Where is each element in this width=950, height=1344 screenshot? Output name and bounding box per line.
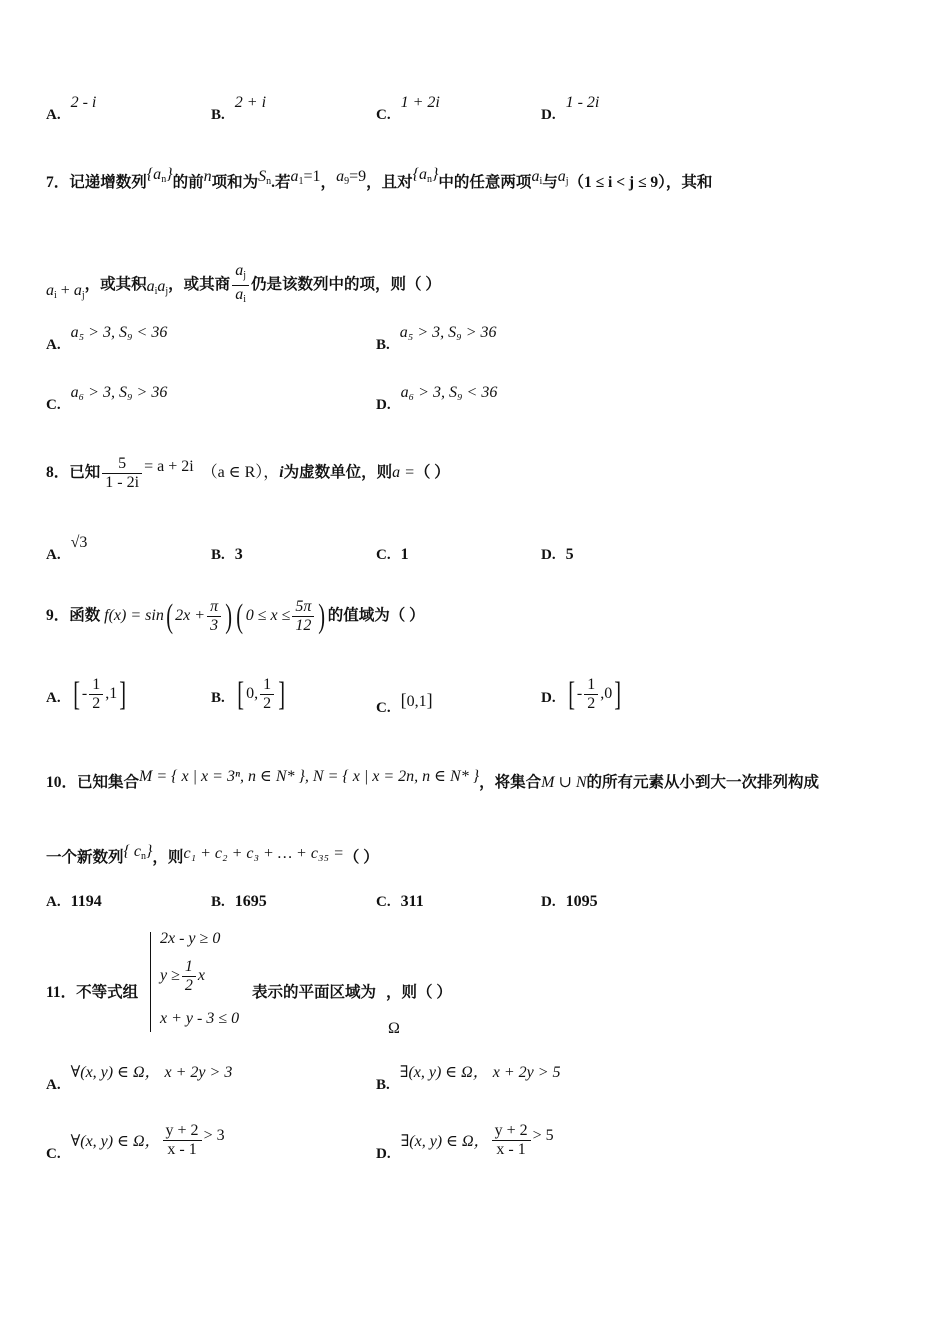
q10-options [0, 893, 950, 933]
option-rest: > 5 [532, 1127, 554, 1145]
seq-open: {a [146, 166, 162, 183]
q11-options-row2 [0, 1122, 950, 1170]
option-label: B. [211, 894, 225, 910]
stem-text: 已知 [69, 464, 101, 482]
fraction-denominator: x - 1 [496, 1141, 526, 1158]
q7-stem-line2 [46, 262, 441, 309]
option-value: 1 - 2i [565, 94, 600, 111]
seq-close: } [166, 166, 173, 183]
one-half [182, 958, 196, 995]
stem-text: 的值域为（ ） [327, 607, 425, 625]
stem-text: 仍是该数列中的项，则（ ） [250, 276, 441, 294]
fraction-numerator: y + 2 [492, 1122, 531, 1141]
option-label: B. [211, 107, 225, 123]
c-sub: n [141, 851, 147, 862]
option-label: C. [376, 107, 391, 123]
fraction-denominator: 2 [92, 695, 101, 712]
q6-option-d[interactable] [541, 94, 600, 123]
q10-stem-line2 [46, 845, 379, 868]
interval-rest: ,1 [105, 685, 118, 703]
q11-option-d[interactable] [376, 1122, 554, 1167]
option-value: 1 + 2i [400, 94, 440, 111]
q10-option-d[interactable] [541, 893, 598, 911]
interval-rest: ,0 [600, 685, 613, 703]
option-label: A. [46, 547, 61, 563]
option-label: D. [541, 107, 556, 123]
one-half [260, 676, 274, 713]
q10-option-a[interactable] [46, 893, 102, 911]
aj-symbol [558, 168, 569, 185]
option-fraction [163, 1122, 202, 1159]
ai-sub: i [539, 176, 543, 187]
a9-letter: a [336, 168, 345, 185]
q6-option-a[interactable] [46, 94, 97, 123]
q9-option-c[interactable]: C. [0,1] [376, 690, 433, 716]
stem-text: .若 [271, 174, 291, 191]
option-label: A. [46, 690, 61, 707]
option-value: x + 2y > 5 [492, 1064, 561, 1081]
stem-text: ，或其积 [84, 276, 147, 294]
fraction-numerator: 1 [182, 958, 196, 977]
stem-text: ，则 [152, 849, 184, 866]
a9-sub: 9 [344, 176, 350, 187]
sum-expr: $a_i + a_j$ [46, 282, 85, 302]
fraction-numerator: 1 [260, 676, 274, 695]
stem-text: 一个新数列 [46, 849, 124, 866]
option-label: C. [46, 1146, 61, 1163]
stem-text: 为虚数单位，则 [283, 464, 393, 482]
option-label: C. [376, 700, 391, 716]
question-number: 7． [46, 174, 70, 191]
stem-text: （ ） [343, 849, 379, 866]
sum-a: a [46, 282, 54, 300]
fraction-denominator: 2 [184, 977, 193, 994]
option-label: D. [376, 1146, 391, 1163]
question-number: 10． [46, 774, 78, 791]
a9-value: =9 [349, 168, 367, 185]
ineq2-left: y ≥ [160, 967, 180, 985]
fraction-numerator: 1 [584, 676, 598, 695]
fraction-denominator: 3 [210, 617, 219, 634]
q8-option-b[interactable] [211, 540, 243, 563]
product-expr: $a_ia_j$ [146, 278, 169, 298]
q8-fraction [102, 455, 142, 492]
a1-value: =1 [303, 168, 321, 185]
option-value: a₅ > 3, S₉ > 36 [399, 324, 497, 341]
negative-sign: - [576, 685, 583, 703]
quantifier: ∃(x, y) ∈ Ω， [400, 1133, 490, 1151]
question-number: 11． [46, 984, 77, 1001]
option-label: B. [211, 690, 225, 707]
option-label: D. [541, 547, 556, 563]
a9-eq [336, 168, 366, 185]
q11-option-c[interactable] [46, 1122, 225, 1167]
system-brace [150, 932, 157, 1032]
stem-text: ，且对 [366, 174, 413, 191]
negative-sign: - [81, 685, 88, 703]
stem-text: ，或其商 [168, 276, 231, 294]
q7-option-c[interactable] [46, 384, 168, 413]
option-label: A. [46, 337, 61, 353]
a1-eq [291, 168, 321, 185]
one-half [584, 676, 598, 713]
q9-option-d[interactable]: D. [ - $\frac{1}{2}$ ,0] [541, 675, 622, 713]
q10-option-c[interactable] [376, 893, 424, 911]
set-n: , N = { x | x = 2n, n ∈ N* } [304, 768, 480, 785]
seq-sub: n [161, 174, 167, 185]
q11-stem-tail [252, 980, 452, 1002]
seq-symbol-2: $\{a_n\}$ [412, 166, 439, 185]
stem-text: ， [320, 174, 337, 191]
option-label: B. [376, 337, 390, 353]
union-expr: M ∪ N [541, 774, 587, 791]
ineq2-right: x [197, 967, 205, 985]
option-label: A. [46, 107, 61, 123]
option-value: x + 2y > 3 [164, 1064, 233, 1081]
s-letter: S [258, 168, 267, 185]
q8-option-a[interactable] [46, 534, 88, 563]
q8-options [0, 534, 950, 580]
q7-options-row1 [0, 324, 950, 370]
stem-text: ，则（ ） [386, 984, 452, 1001]
option-value: 1 [400, 546, 409, 563]
q11-option-b[interactable] [376, 1064, 561, 1093]
stem-text: 的前 [172, 174, 204, 191]
a1-sub: 1 [298, 176, 304, 187]
q11-option-a[interactable] [46, 1064, 233, 1093]
stem-text: 中的任意两项 [438, 174, 532, 191]
stem-text: 函数 [69, 607, 101, 625]
option-rest: > 3 [203, 1127, 225, 1145]
a1-letter: a [290, 168, 299, 185]
q6-options [0, 94, 950, 140]
quantifier: ∀(x, y) ∈ Ω， [70, 1064, 161, 1081]
option-value: a₆ > 3, S₉ < 36 [400, 384, 498, 401]
option-label: C. [376, 547, 391, 563]
set-m: M = { x | x = 3ⁿ, n ∈ N* } [139, 768, 305, 785]
stem-text: ，将集合 [479, 774, 542, 791]
option-value: a₆ > 3, S₉ > 36 [70, 384, 168, 401]
stem-text: （1 ≤ i < j ≤ 9），其和 [568, 174, 713, 191]
q11-stem [46, 980, 138, 1002]
n-symbol: n [203, 168, 212, 185]
seq-c [124, 843, 153, 860]
fraction-numerator: 5 [102, 455, 142, 474]
fraction-denominator: 2 [587, 695, 596, 712]
sn-symbol [258, 168, 271, 185]
fraction-numerator: y + 2 [163, 1122, 202, 1141]
c-close: } [146, 843, 153, 860]
option-value: 1095 [565, 893, 598, 910]
option-fraction [492, 1122, 531, 1159]
q7-options-row2 [0, 384, 950, 430]
c-open: { c [123, 843, 142, 860]
option-value: 3 [234, 546, 243, 563]
option-value: √3 [70, 534, 88, 551]
aj-letter: a [557, 168, 566, 185]
inequality-3: x + y - 3 ≤ 0 [160, 1010, 240, 1027]
quantifier: ∀(x, y) ∈ Ω， [70, 1133, 161, 1151]
q9-option-a[interactable]: A. [ - $\frac{1}{2}$ ,1] [46, 675, 127, 713]
stem-text: （ ） [414, 464, 450, 482]
omega-symbol: Ω [388, 1020, 400, 1037]
domain-left: 0 ≤ x ≤ [245, 607, 291, 625]
option-label: D. [541, 894, 556, 910]
q7-option-b[interactable] [376, 324, 497, 353]
option-value: 311 [400, 893, 424, 910]
q8-stem [46, 455, 450, 492]
option-label: B. [211, 547, 225, 563]
option-label: A. [46, 894, 61, 910]
q9-option-b[interactable]: B. [ 0, $\frac{1}{2}$ ] [211, 675, 286, 713]
ai-letter: a [531, 168, 540, 185]
option-label: D. [376, 397, 391, 413]
option-value: 2 - i [70, 94, 97, 111]
inequality-system [150, 930, 260, 1035]
imag-unit: i [279, 464, 284, 482]
option-label: A. [46, 1077, 61, 1093]
q7-option-d[interactable] [376, 384, 498, 413]
quantifier: ∃(x, y) ∈ Ω， [399, 1064, 489, 1081]
fraction-denominator: 1 - 2i [105, 474, 140, 491]
q8-option-d[interactable] [541, 540, 574, 563]
q10-option-b[interactable] [211, 893, 267, 911]
fraction-numerator: π [207, 598, 221, 617]
q8-condition: （a ∈ R）， [201, 464, 280, 482]
q10-stem-line1 [46, 770, 819, 792]
sin-argument: 2x + [175, 607, 206, 625]
five-pi-over-12 [292, 598, 314, 635]
stem-text: 记递增数列 [69, 174, 147, 191]
question-number: 8． [46, 464, 70, 482]
q9-stem: 9．函数 f(x) = sin( 2x + $\frac{\pi}{3}$ ) ( 0 ≤ x ≤ $\frac{5\pi}{12}$ ) 的值域为（ ） [46, 597, 425, 635]
quotient-fraction: $\frac{a_j}{a_i}$ [232, 262, 249, 309]
interval-value: 0,1 [406, 693, 427, 710]
option-value: 2 + i [234, 94, 267, 111]
fraction-numerator: 5π [292, 598, 314, 617]
q8-option-c[interactable] [376, 540, 409, 563]
aj-sub: j [565, 176, 569, 187]
stem-text: 与 [542, 174, 558, 191]
stem-text: 不等式组 [76, 984, 139, 1001]
option-label: C. [46, 397, 61, 413]
pi-over-3 [207, 598, 221, 635]
stem-text: 项和为 [211, 174, 259, 191]
option-value: a₅ > 3, S₉ < 36 [70, 324, 168, 341]
q6-option-c[interactable] [376, 94, 440, 123]
option-label: D. [541, 690, 556, 707]
s-sub: n [266, 176, 272, 187]
stem-text: 的所有元素从小到大一次排列构成 [586, 774, 820, 791]
inequality-1: 2x - y ≥ 0 [160, 930, 221, 947]
option-value: 1194 [70, 893, 102, 910]
ai-symbol [531, 168, 542, 185]
q8-equation: = a + 2i [144, 458, 194, 476]
q11-options-row1 [0, 1065, 950, 1105]
fraction-denominator: x - 1 [167, 1141, 197, 1158]
stem-text: 表示的平面区域为 [252, 984, 377, 1001]
a-equals: a = [392, 464, 415, 482]
sum-expr: c₁ + c₂ + c₃ + … + c₃₅ = [183, 845, 344, 862]
option-value: 1695 [234, 893, 267, 910]
question-number: 9． [46, 607, 70, 625]
option-label: C. [376, 894, 391, 910]
interval-left: 0, [246, 685, 259, 703]
q6-option-b[interactable] [211, 94, 267, 123]
fraction-denominator: 2 [263, 695, 272, 712]
seq-symbol [147, 166, 173, 183]
q7-option-a[interactable] [46, 324, 168, 353]
q7-stem-line1 [46, 166, 713, 193]
stem-text: 已知集合 [77, 774, 140, 791]
fraction-numerator: 1 [89, 676, 103, 695]
option-label: B. [376, 1077, 390, 1093]
fraction-denominator: 12 [295, 617, 312, 634]
q9-options [0, 675, 950, 730]
option-value: 5 [565, 546, 574, 563]
function-def: f(x) = sin [104, 607, 164, 625]
one-half [89, 676, 103, 713]
inequality-2 [160, 958, 205, 995]
